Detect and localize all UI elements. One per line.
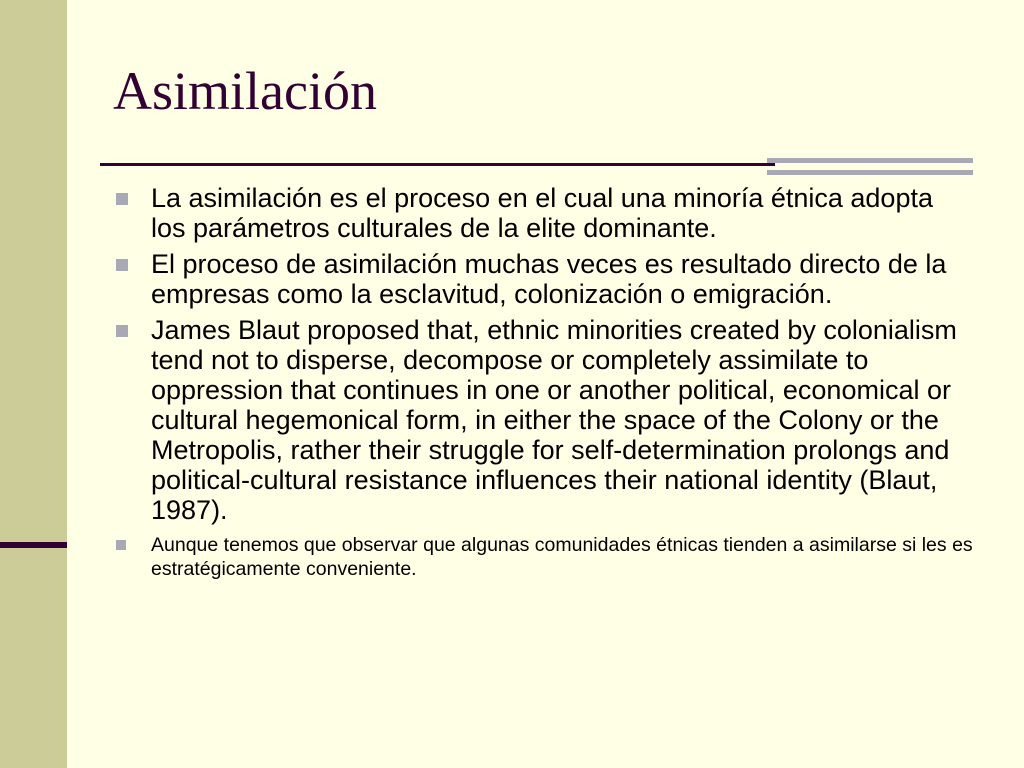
square-bullet-icon bbox=[116, 540, 126, 550]
bullet-list bbox=[113, 183, 973, 587]
bullet-text: Aunque tenemos que observar que algunas comunidades étnicas tienden a asimilarse si les es estratégicamente conveniente. bbox=[151, 534, 973, 580]
bullet-text: El proceso de asimilación muchas veces es resultado directo de la empresas como la esclavitud, colonización o emigración. bbox=[151, 249, 947, 309]
square-bullet-icon bbox=[116, 259, 128, 271]
accent-bar-bottom bbox=[767, 170, 973, 175]
title-accent-bars bbox=[767, 158, 973, 176]
bullet-item bbox=[113, 183, 973, 243]
slide-title: Asimilación bbox=[113, 61, 377, 121]
side-accent-line bbox=[0, 542, 67, 548]
bullet-item bbox=[113, 249, 973, 309]
bullet-text: La asimilación es el proceso en el cual una minoría étnica adopta los parámetros culturales de la elite dominante. bbox=[151, 183, 933, 243]
bullet-item bbox=[113, 533, 973, 581]
square-bullet-icon bbox=[116, 325, 128, 337]
square-bullet-icon bbox=[116, 193, 128, 205]
side-band-decoration bbox=[0, 0, 67, 768]
bullet-item bbox=[113, 315, 973, 525]
bullet-text: James Blaut proposed that, ethnic minorities created by colonialism tend not to disperse, decompose or completely assimilate to oppression that continues in one or another political, economical or cultural hegemonical form, in either the space of the Colony or the Metropolis, rather their struggle for self-determination prolongs and political-cultural resistance influences their national identity (Blaut, 1987). bbox=[151, 315, 957, 525]
title-underline bbox=[100, 163, 775, 166]
accent-bar-top bbox=[767, 158, 973, 163]
